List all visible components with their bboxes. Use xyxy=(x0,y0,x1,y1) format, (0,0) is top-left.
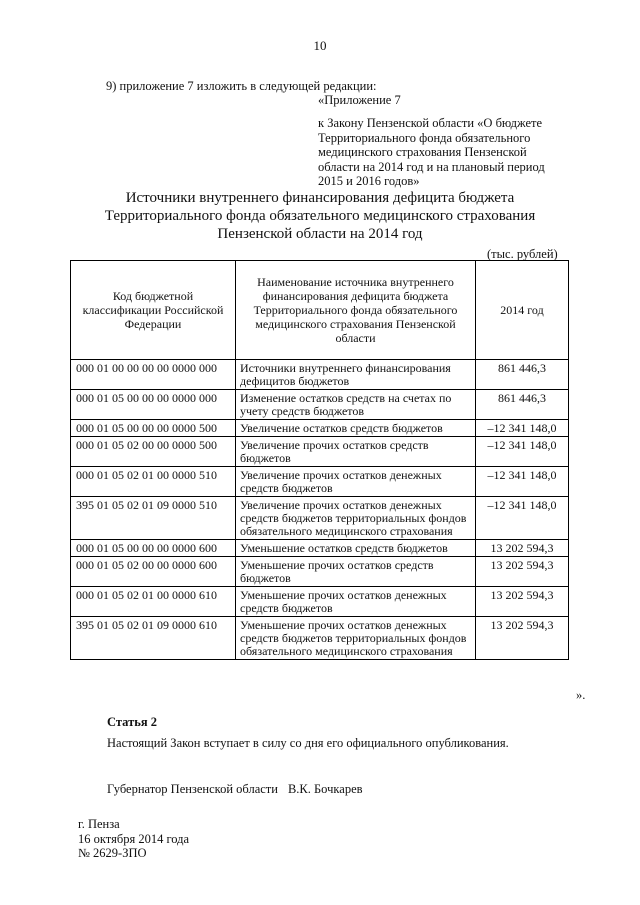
row-code: 000 01 05 00 00 00 0000 000 xyxy=(71,390,236,420)
row-value: 861 446,3 xyxy=(476,390,569,420)
table-row xyxy=(71,540,569,557)
row-name: Увеличение прочих остатков средств бюджетов xyxy=(236,437,476,467)
row-code: 395 01 05 02 01 09 0000 610 xyxy=(71,617,236,660)
page-number: 10 xyxy=(313,38,327,53)
row-name: Уменьшение прочих остатков денежных средств бюджетов xyxy=(236,587,476,617)
table-row xyxy=(71,617,569,660)
appendix-line: Территориального фонда обязательного xyxy=(318,130,531,145)
table-row xyxy=(71,437,569,467)
financing-sources-table xyxy=(70,260,569,660)
signature-title: Губернатор Пензенской области xyxy=(107,782,278,796)
row-code: 000 01 05 02 00 00 0000 600 xyxy=(71,557,236,587)
table-row xyxy=(71,587,569,617)
row-name: Увеличение прочих остатков денежных средств бюджетов территориальных фондов обязательного медицинского страхования xyxy=(236,497,476,540)
table-row xyxy=(71,557,569,587)
row-name: Источники внутреннего финансирования дефицитов бюджетов xyxy=(236,360,476,390)
table-row xyxy=(71,420,569,437)
table-row xyxy=(71,467,569,497)
row-value: 13 202 594,3 xyxy=(476,617,569,660)
footer-city: г. Пенза xyxy=(78,817,120,831)
appendix-reference xyxy=(318,116,578,189)
table-header-row xyxy=(71,261,569,360)
row-name: Увеличение остатков средств бюджетов xyxy=(236,420,476,437)
appendix-line: области на 2014 год и на плановый период xyxy=(318,159,545,174)
row-value: 13 202 594,3 xyxy=(476,587,569,617)
closing-quote: ». xyxy=(576,688,586,702)
row-code: 000 01 05 00 00 00 0000 600 xyxy=(71,540,236,557)
row-code: 000 01 05 02 00 00 0000 500 xyxy=(71,437,236,467)
title-line: Территориального фонда обязательного медицинского страхования xyxy=(104,208,536,224)
table-row xyxy=(71,360,569,390)
row-value: 13 202 594,3 xyxy=(476,540,569,557)
header-year: 2014 год xyxy=(476,261,569,360)
title-line: Пензенской области на 2014 год xyxy=(217,226,423,242)
row-name: Изменение остатков средств на счетах по учету средств бюджетов xyxy=(236,390,476,420)
row-name: Уменьшение остатков средств бюджетов xyxy=(236,540,476,557)
signature-name: В.К. Бочкарев xyxy=(287,782,363,796)
footer-number: № 2629-ЗПО xyxy=(78,846,147,860)
document-title xyxy=(0,189,640,243)
row-code: 000 01 05 02 01 00 0000 510 xyxy=(71,467,236,497)
article-heading: Статья 2 xyxy=(107,715,157,729)
article-text: Настоящий Закон вступает в силу со дня его официального опубликования. xyxy=(107,736,509,750)
row-value: –12 341 148,0 xyxy=(476,437,569,467)
row-code: 000 01 05 00 00 00 0000 500 xyxy=(71,420,236,437)
row-name: Уменьшение прочих остатков средств бюджетов xyxy=(236,557,476,587)
row-code: 395 01 05 02 01 09 0000 510 xyxy=(71,497,236,540)
table-row xyxy=(71,497,569,540)
row-name: Уменьшение прочих остатков денежных средств бюджетов территориальных фондов обязательного медицинского страхования xyxy=(236,617,476,660)
table-row xyxy=(71,390,569,420)
row-code: 000 01 00 00 00 00 0000 000 xyxy=(71,360,236,390)
appendix-line: 2015 и 2016 годов» xyxy=(318,174,420,188)
header-name: Наименование источника внутреннего финансирования дефицита бюджета Территориального фонда обязательного медицинского страхования Пензенской области xyxy=(236,261,476,360)
row-name: Увеличение прочих остатков денежных средств бюджетов xyxy=(236,467,476,497)
appendix-title: «Приложение 7 xyxy=(318,93,401,107)
amendment-item: 9) приложение 7 изложить в следующей редакции: xyxy=(106,79,377,93)
row-value: –12 341 148,0 xyxy=(476,497,569,540)
footer-date: 16 октября 2014 года xyxy=(78,831,190,846)
appendix-line: к Закону Пензенской области «О бюджете xyxy=(318,116,543,130)
units-label: (тыс. рублей) xyxy=(487,247,558,261)
title-line: Источники внутреннего финансирования дефицита бюджета xyxy=(125,190,515,206)
document-footer xyxy=(78,817,189,861)
signature-block xyxy=(107,782,363,797)
header-code: Код бюджетной классификации Российской Федерации xyxy=(71,261,236,360)
row-code: 000 01 05 02 01 00 0000 610 xyxy=(71,587,236,617)
row-value: 13 202 594,3 xyxy=(476,557,569,587)
row-value: –12 341 148,0 xyxy=(476,420,569,437)
row-value: –12 341 148,0 xyxy=(476,467,569,497)
row-value: 861 446,3 xyxy=(476,360,569,390)
appendix-line: медицинского страхования Пензенской xyxy=(318,145,527,159)
